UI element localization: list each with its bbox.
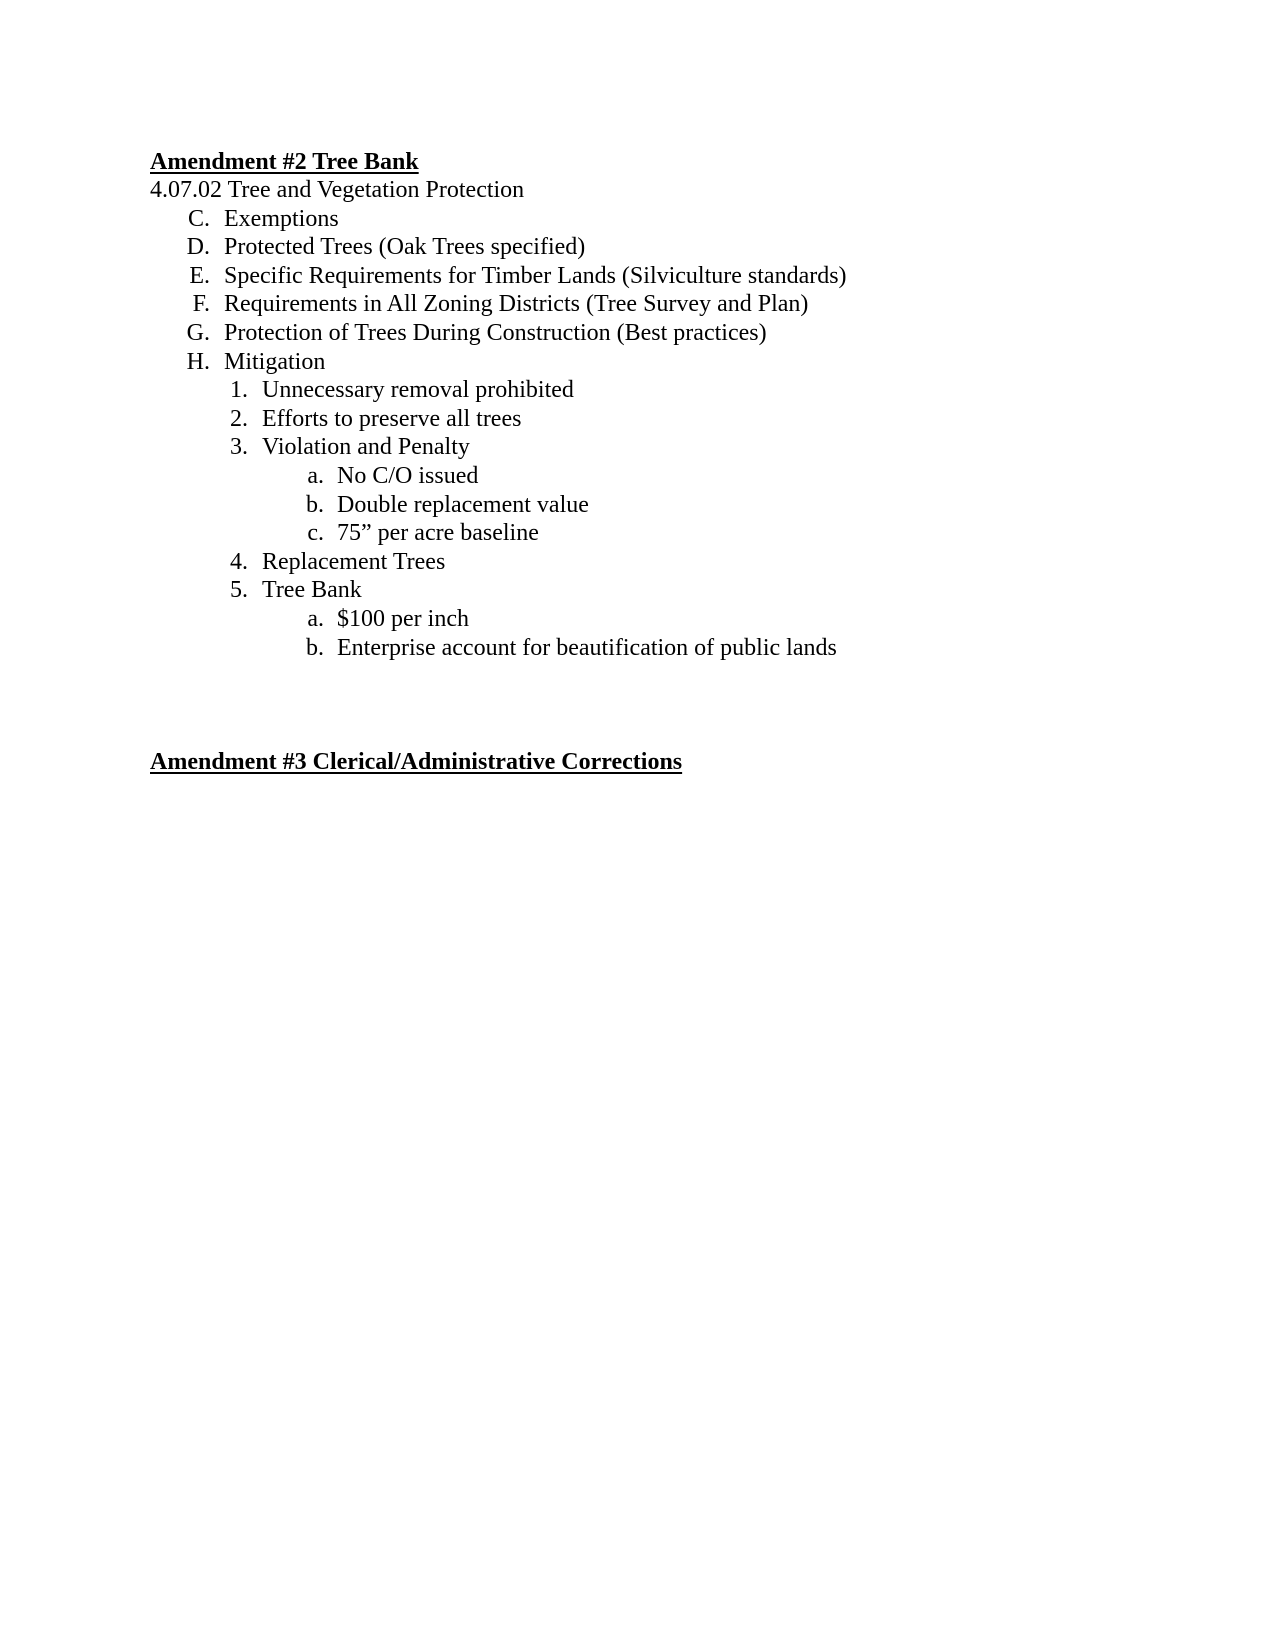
outline-marker: 1.	[230, 377, 248, 404]
outline-marker: b.	[306, 491, 324, 518]
outline-marker: G.	[186, 319, 210, 346]
outline-marker: c.	[307, 520, 324, 547]
outline-marker: 2.	[230, 405, 248, 432]
outline-text: Unnecessary removal prohibited	[262, 377, 574, 404]
outline-text: Double replacement value	[337, 491, 589, 518]
outline-marker: 3.	[230, 434, 248, 461]
outline-text: Replacement Trees	[262, 548, 446, 575]
outline-text: Enterprise account for beautification of public lands	[337, 634, 837, 661]
amendment-2-heading: Amendment #2 Tree Bank	[150, 149, 419, 175]
outline-text: Protection of Trees During Construction (Best practices)	[224, 319, 767, 346]
outline-text: No C/O issued	[337, 462, 479, 489]
outline-marker: 4.	[230, 548, 248, 575]
outline-text: Efforts to preserve all trees	[262, 405, 522, 432]
outline-marker: b.	[306, 634, 324, 661]
outline-text: Mitigation	[224, 348, 326, 375]
outline-marker: a.	[307, 605, 324, 632]
outline-marker: 5.	[230, 577, 248, 604]
outline-marker: D.	[186, 234, 210, 261]
section-title: 4.07.02 Tree and Vegetation Protection	[150, 177, 525, 203]
outline-marker: C.	[187, 205, 210, 232]
outline-text: 75” per acre baseline	[337, 520, 539, 547]
outline-marker: H.	[186, 348, 210, 375]
amendment-3-heading: Amendment #3 Clerical/Administrative Corrections	[150, 749, 683, 775]
outline-text: Tree Bank	[262, 577, 362, 604]
outline-text: Exemptions	[224, 205, 339, 232]
outline-text: Specific Requirements for Timber Lands (Silviculture standards)	[224, 262, 847, 289]
outline-marker: F.	[192, 291, 210, 318]
outline-text: Protected Trees (Oak Trees specified)	[224, 234, 586, 261]
outline-text: Violation and Penalty	[262, 434, 470, 461]
outline-text: $100 per inch	[337, 605, 469, 632]
outline-marker: E.	[189, 262, 210, 289]
outline-text: Requirements in All Zoning Districts (Tree Survey and Plan)	[224, 291, 809, 318]
outline-marker: a.	[307, 462, 324, 489]
